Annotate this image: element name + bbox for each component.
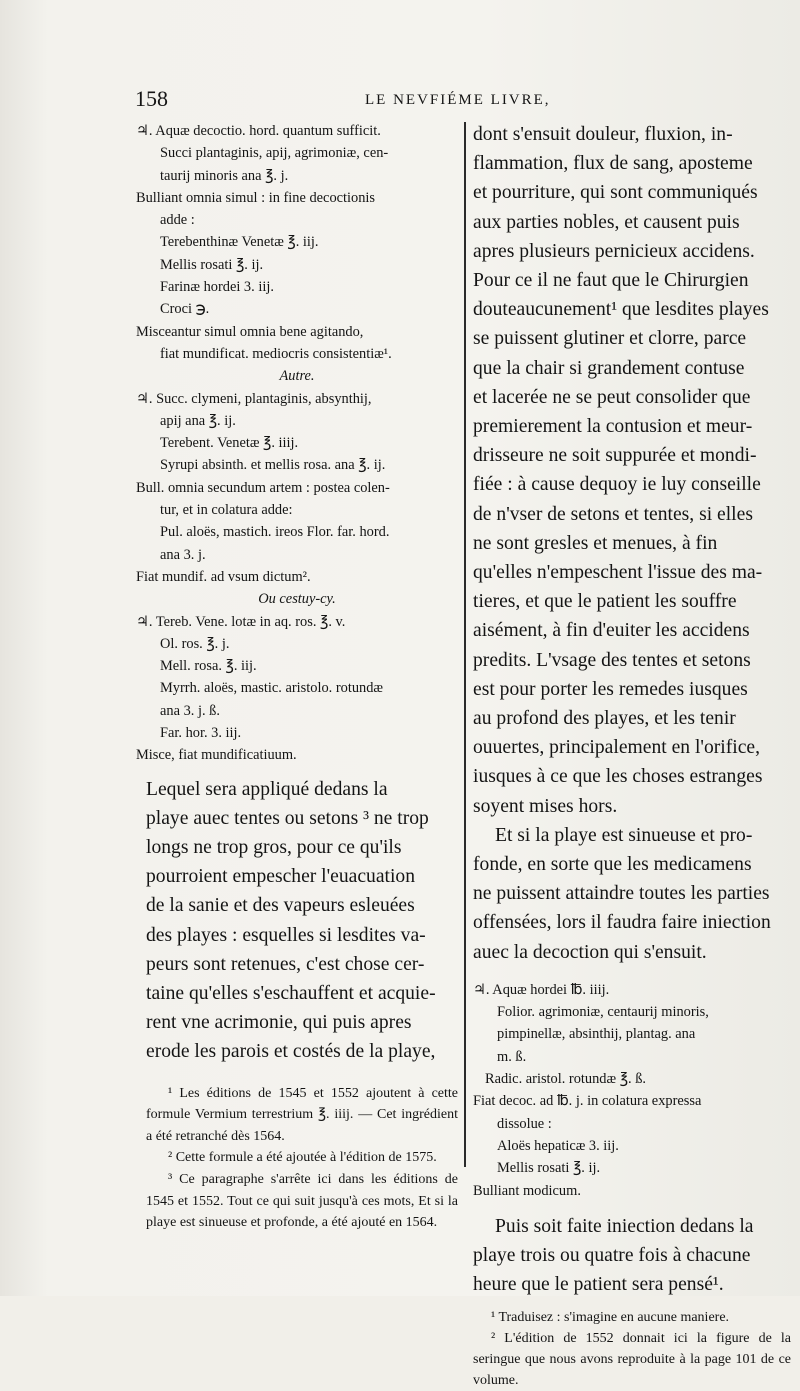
text-line: Et si la playe est sinueuse et pro-: [495, 824, 753, 846]
section-label-autre: Autre.: [279, 368, 315, 385]
recipe-line: Aloës hepaticæ 3. iij.: [497, 1137, 619, 1154]
right-column: [473, 120, 791, 1391]
text-line: erode les parois et costés de la playe,: [146, 1041, 436, 1063]
main-paragraph-right-3: [473, 1212, 791, 1300]
recipe-line: taurij minoris ana ℥. j.: [160, 167, 289, 184]
text-line: flammation, flux de sang, aposteme: [473, 153, 753, 175]
text-line: et lacerée ne se peut consolider que: [473, 386, 751, 408]
section-label-cestuy: Ou cestuy-cy.: [258, 591, 336, 608]
recipe-line: Mellis rosati ℥. ij.: [497, 1160, 601, 1177]
text-line: auec la decoction qui s'ensuit.: [473, 941, 707, 963]
text-line: playe auec tentes ou setons ³ ne trop: [146, 807, 429, 829]
text-line: se puissent glutiner et clorre, parce: [473, 328, 747, 350]
recipe-line: Bulliant modicum.: [473, 1182, 581, 1199]
recipe-line: Misce, fiat mundificatiuum.: [136, 747, 297, 764]
text-line: ouuertes, principalement en l'orifice,: [473, 737, 760, 759]
text-line: soyent mises hors.: [473, 795, 618, 817]
recipe-line: Farinæ hordei 3. iij.: [160, 279, 274, 296]
text-line: fiée : à cause dequoy ie luy conseille: [473, 474, 761, 496]
recipe-line: fiat mundificat. mediocris consistentiæ¹.: [160, 345, 392, 362]
recipe-line: pimpinellæ, absinthij, plantag. ana: [497, 1026, 696, 1043]
recipe-line: ana 3. j.: [160, 546, 206, 563]
text-line: offensées, lors il faudra faire iniection: [473, 912, 771, 934]
main-paragraph-right-2: [473, 821, 791, 967]
text-line: ne puissent attaindre toutes les parties: [473, 883, 770, 905]
text-line: que la chair si grandement contuse: [473, 357, 745, 379]
recipe-line: Far. hor. 3. iij.: [160, 725, 242, 742]
recipe-line: adde :: [160, 212, 195, 229]
recipe-line: Radic. aristol. rotundæ ℥. ß.: [485, 1071, 646, 1088]
text-line: dont s'ensuit douleur, fluxion, in-: [473, 124, 733, 145]
footnotes-right: [473, 1307, 791, 1391]
left-column: [136, 120, 458, 1234]
text-line: rent vne acrimonie, qui puis apres: [146, 1012, 412, 1034]
text-line: tieres, et que le patient les souffre: [473, 591, 737, 613]
recipe-line: ana 3. j. ß.: [160, 702, 220, 719]
text-line: aux parties nobles, et causent puis: [473, 211, 740, 233]
recipe-2: [136, 388, 458, 767]
recipe-line: Misceantur simul omnia bene agitando,: [136, 323, 364, 340]
recipe-line: Pul. aloës, mastich. ireos Flor. far. hord.: [160, 524, 390, 541]
footnote: ³ Ce paragraphe s'arrête ici dans les éditions de 1545 et 1552. Tout ce qui suit jusqu'à ces mots, Et si la playe est sinueuse et profonde, a été ajouté en 1564.: [146, 1172, 458, 1231]
main-paragraph-left: [136, 775, 458, 1067]
footnote: ² Cette formule a été ajoutée à l'édition de 1575.: [168, 1150, 437, 1166]
recipe-3: [473, 979, 791, 1202]
page-header: [135, 86, 775, 114]
text-line: premierement la contusion et meur-: [473, 416, 753, 438]
recipe-line: ♃. Aquæ hordei ℔. iiij.: [473, 981, 610, 998]
text-line: ne sont gresles et menues, à fin: [473, 532, 718, 554]
recipe-line: m. ß.: [497, 1048, 527, 1065]
recipe-line: dissolue :: [497, 1115, 552, 1132]
text-line: fonde, en sorte que les medicamens: [473, 854, 752, 876]
page-number: 158: [135, 86, 168, 111]
text-line: drisseure ne soit suppurée et mondi-: [473, 445, 757, 467]
text-line: iusques à ce que les choses estranges: [473, 766, 763, 788]
recipe-line: Croci ℈.: [160, 301, 210, 318]
footnote: ¹ Traduisez : s'imagine en aucune maniere.: [491, 1310, 730, 1326]
text-line: Puis soit faite iniection dedans la: [495, 1215, 754, 1237]
main-paragraph-right-1: [473, 120, 791, 821]
text-line: qu'elles n'empeschent l'issue des ma-: [473, 562, 763, 584]
recipe-line: tur, et in colatura adde:: [160, 502, 293, 519]
text-line: heure que le patient sera pensé¹.: [473, 1274, 724, 1296]
recipe-line: Fiat decoc. ad ℔. j. in colatura expressa: [473, 1093, 702, 1110]
text-line: longs ne trop gros, pour ce qu'ils: [146, 837, 402, 859]
text-line: peurs sont retenues, c'est chose cer-: [146, 953, 425, 975]
recipe-line: ♃. Aquæ decoctio. hord. quantum sufficit.: [136, 123, 381, 139]
text-line: Pour ce il ne faut que le Chirurgien: [473, 270, 749, 292]
recipe-line: Bull. omnia secundum artem : postea colen-: [136, 479, 390, 496]
recipe-1: [136, 120, 458, 388]
recipe-line: Mell. rosa. ℥. iij.: [160, 658, 257, 675]
recipe-line: Folior. agrimoniæ, centaurij minoris,: [497, 1004, 709, 1021]
recipe-line: Syrupi absinth. et mellis rosa. ana ℥. ij.: [160, 457, 386, 474]
text-line: taine qu'elles s'eschauffent et acquie-: [146, 983, 436, 1005]
text-line: est pour porter les remedes iusques: [473, 678, 748, 700]
recipe-line: Succi plantaginis, apij, agrimoniæ, cen-: [160, 145, 389, 162]
recipe-line: Terebent. Venetæ ℥. iiij.: [160, 435, 299, 452]
running-title: LE NEVFIÉME LIVRE,: [365, 92, 551, 108]
recipe-line: apij ana ℥. ij.: [160, 412, 236, 429]
text-line: apres plusieurs pernicieux accidens.: [473, 240, 755, 262]
recipe-line: Mellis rosati ℥. ij.: [160, 256, 264, 273]
footnotes-left: [136, 1083, 458, 1234]
footnote: ² L'édition de 1552 donnait ici la figure de la seringue que nous avons reproduite à la page 101 de ce volume.: [473, 1331, 791, 1389]
text-line: et pourriture, qui sont communiqués: [473, 182, 758, 204]
text-line: des playes : esquelles si lesdites va-: [146, 924, 426, 946]
text-line: de la sanie et des vapeurs esleuées: [146, 895, 415, 917]
recipe-line: ♃. Tereb. Vene. lotæ in aq. ros. ℥. v.: [136, 613, 346, 630]
text-line: aisément, à fin d'euiter les accidens: [473, 620, 750, 642]
recipe-line: Fiat mundif. ad vsum dictum².: [136, 568, 311, 585]
text-line: au profond des playes, et les tenir: [473, 708, 736, 730]
text-line: playe trois ou quatre fois à chacune: [473, 1245, 751, 1267]
recipe-line: Ol. ros. ℥. j.: [160, 635, 230, 652]
recipe-line: Terebenthinæ Venetæ ℥. iij.: [160, 234, 319, 251]
recipe-line: ♃. Succ. clymeni, plantaginis, absynthij,: [136, 390, 372, 407]
text-line: predits. L'vsage des tentes et setons: [473, 649, 751, 671]
footnote: ¹ Les éditions de 1545 et 1552 ajoutent à cette formule Vermium terrestrium ℥. iiij. — Cet ingrédient a été retranché dès 1564.: [146, 1085, 458, 1144]
text-line: pourroient empescher l'euacuation: [146, 866, 416, 888]
column-divider: [464, 122, 466, 1167]
text-line: Lequel sera appliqué dedans la: [146, 778, 388, 800]
recipe-line: Bulliant omnia simul : in fine decoctionis: [136, 189, 376, 206]
text-line: douteaucunement¹ que lesdites playes: [473, 299, 769, 321]
recipe-line: Myrrh. aloës, mastic. aristolo. rotundæ: [160, 680, 384, 697]
text-line: de n'vser de setons et tentes, si elles: [473, 503, 753, 525]
